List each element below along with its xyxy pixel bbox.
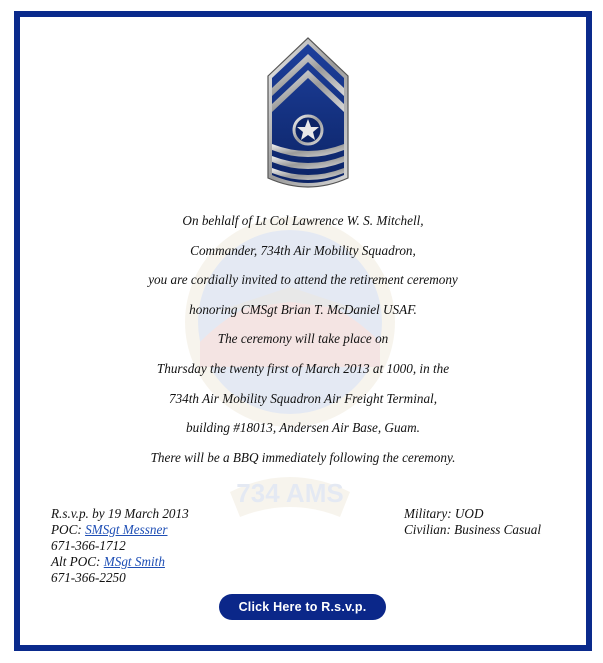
rsvp-details xyxy=(51,506,189,586)
alt-poc-label: Alt POC: xyxy=(51,554,101,569)
invitation-line: building #18013, Andersen Air Base, Guam. xyxy=(186,420,420,436)
invitation-line: 734th Air Mobility Squadron Air Freight Terminal, xyxy=(168,390,438,406)
rsvp-button[interactable]: Click Here to R.s.v.p. xyxy=(219,594,386,620)
invitation-line: On behlalf of Lt Col Lawrence W. S. Mitchell, xyxy=(182,213,424,228)
invitation-frame xyxy=(14,11,592,651)
invitation-line: There will be a BBQ immediately following the ceremony. xyxy=(150,449,456,465)
invitation-line: Thursday the twenty first of March 2013 at 1000, in the xyxy=(156,360,450,376)
invitation-line: you are cordially invited to attend the retirement ceremony xyxy=(148,272,458,288)
invitation-line: The ceremony will take place on xyxy=(217,331,389,347)
poc-label: POC: xyxy=(51,522,82,537)
military-dress: Military: UOD xyxy=(404,506,484,521)
alt-poc-phone: 671-366-2250 xyxy=(51,570,126,585)
alt-poc-row xyxy=(51,554,189,570)
cmsgt-rank-insignia-icon xyxy=(260,36,356,191)
rsvp-deadline: R.s.v.p. by 19 March 2013 xyxy=(51,506,189,521)
invitation-line: Commander, 734th Air Mobility Squadron, xyxy=(190,242,416,258)
civilian-dress: Civilian: Business Casual xyxy=(404,522,542,537)
dress-code xyxy=(404,506,541,538)
invitation-line: honoring CMSgt Brian T. McDaniel USAF. xyxy=(189,301,417,317)
poc-row xyxy=(51,522,189,538)
poc-phone: 671-366-1712 xyxy=(51,538,126,553)
invitation-text xyxy=(20,206,586,472)
poc-email-link[interactable]: SMSgt Messner xyxy=(85,522,168,537)
alt-poc-email-link[interactable]: MSgt Smith xyxy=(103,554,165,569)
watermark-text: 734 AMS xyxy=(236,478,344,508)
